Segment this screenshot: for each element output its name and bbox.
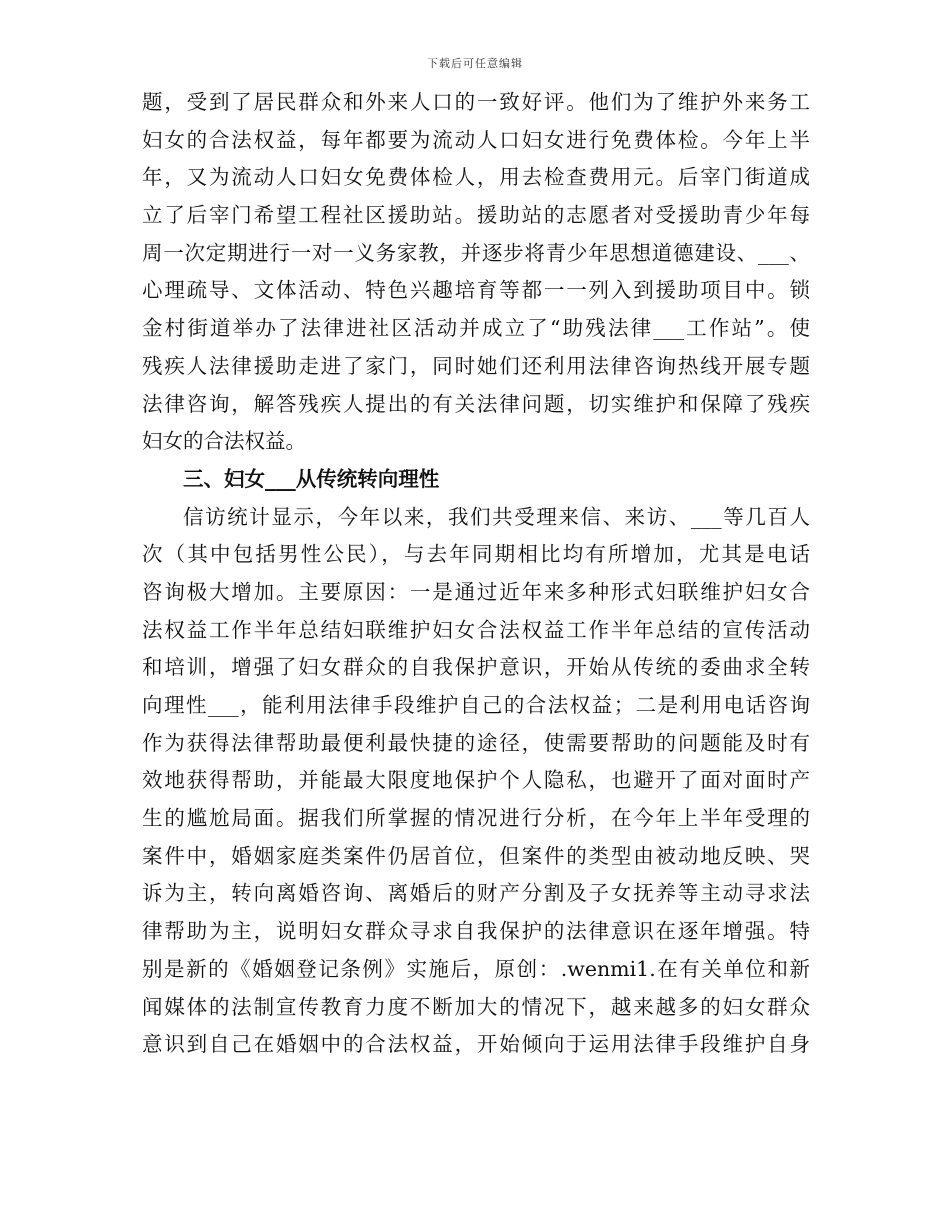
text-line: 律帮助为主，说明妇女群众寻求自我保护的法律意识在逐年增强。特 (142, 919, 810, 944)
text-line: 闻媒体的法制宣传教育力度不断加大的情况下，越来越多的妇女群众 (142, 994, 810, 1019)
text-line: 别是新的《婚姻登记条例》实施后，原创：.wenmi1.在有关单位和新 (142, 956, 810, 981)
section-heading: 三、妇女___从传统转向理性 (183, 466, 440, 491)
paragraph-1 (142, 84, 810, 461)
document-body (142, 84, 810, 1064)
text-line: 妇女的合法权益，每年都要为流动人口妇女进行免费体检。今年上半 (142, 127, 810, 152)
text-line: 诉为主，转向离婚咨询、离婚后的财产分割及子女抚养等主动寻求法 (142, 881, 810, 906)
text-line: 法权益工作半年总结妇联维护妇女合法权益工作半年总结的宣传活动 (142, 617, 810, 642)
text-line: 年，又为流动人口妇女免费体检人，用去检查费用元。后宰门街道成 (142, 165, 810, 190)
text-line: 立了后宰门希望工程社区援助站。援助站的志愿者对受援助青少年每 (142, 203, 810, 228)
text-line: 向理性___，能利用法律手段维护自己的合法权益；二是利用电话咨询 (142, 693, 810, 717)
text-line: 生的尴尬局面。据我们所掌握的情况进行分析，在今年上半年受理的 (142, 806, 810, 831)
text-line: 法律咨询，解答残疾人提出的有关法律问题，切实维护和保障了残疾 (142, 391, 810, 416)
text-line: 效地获得帮助，并能最大限度地保护个人隐私，也避开了面对面时产 (142, 768, 810, 793)
text-line: 心理疏导、文体活动、特色兴趣培育等都一一列入到援助项目中。锁 (142, 278, 810, 303)
text-line: 作为获得法律帮助最便利最快捷的途径，使需要帮助的问题能及时有 (142, 730, 810, 755)
text-line: 题，受到了居民群众和外来人口的一致好评。他们为了维护外来务工 (142, 90, 810, 114)
text-line: 金村街道举办了法律进社区活动并成立了“助残法律___工作站”。使 (142, 316, 810, 341)
text-line: 残疾人法律援助走进了家门，同时她们还利用法律咨询热线开展专题 (142, 353, 810, 378)
text-line: 和培训，增强了妇女群众的自我保护意识，开始从传统的委曲求全转 (142, 655, 810, 680)
text-line: 意识到自己在婚姻中的合法权益，开始倾向于运用法律手段维护自身 (142, 1032, 810, 1057)
text-line: 周一次定期进行一对一义务家教，并逐步将青少年思想道德建设、___、 (142, 240, 810, 265)
page-header: 下载后可任意编辑 (427, 57, 523, 70)
text-line: 案件中，婚姻家庭类案件仍居首位，但案件的类型由被动地反映、哭 (142, 843, 810, 868)
text-line: 咨询极大增加。主要原因：一是通过近年来多种形式妇联维护妇女合 (142, 579, 810, 604)
text-line: 信访统计显示，今年以来，我们共受理来信、来访、___等几百人 (183, 504, 810, 529)
paragraph-2 (142, 499, 810, 1064)
text-line: 次（其中包括男性公民），与去年同期相比均有所增加，尤其是电话 (142, 542, 810, 567)
text-line: 妇女的合法权益。 (142, 429, 306, 454)
